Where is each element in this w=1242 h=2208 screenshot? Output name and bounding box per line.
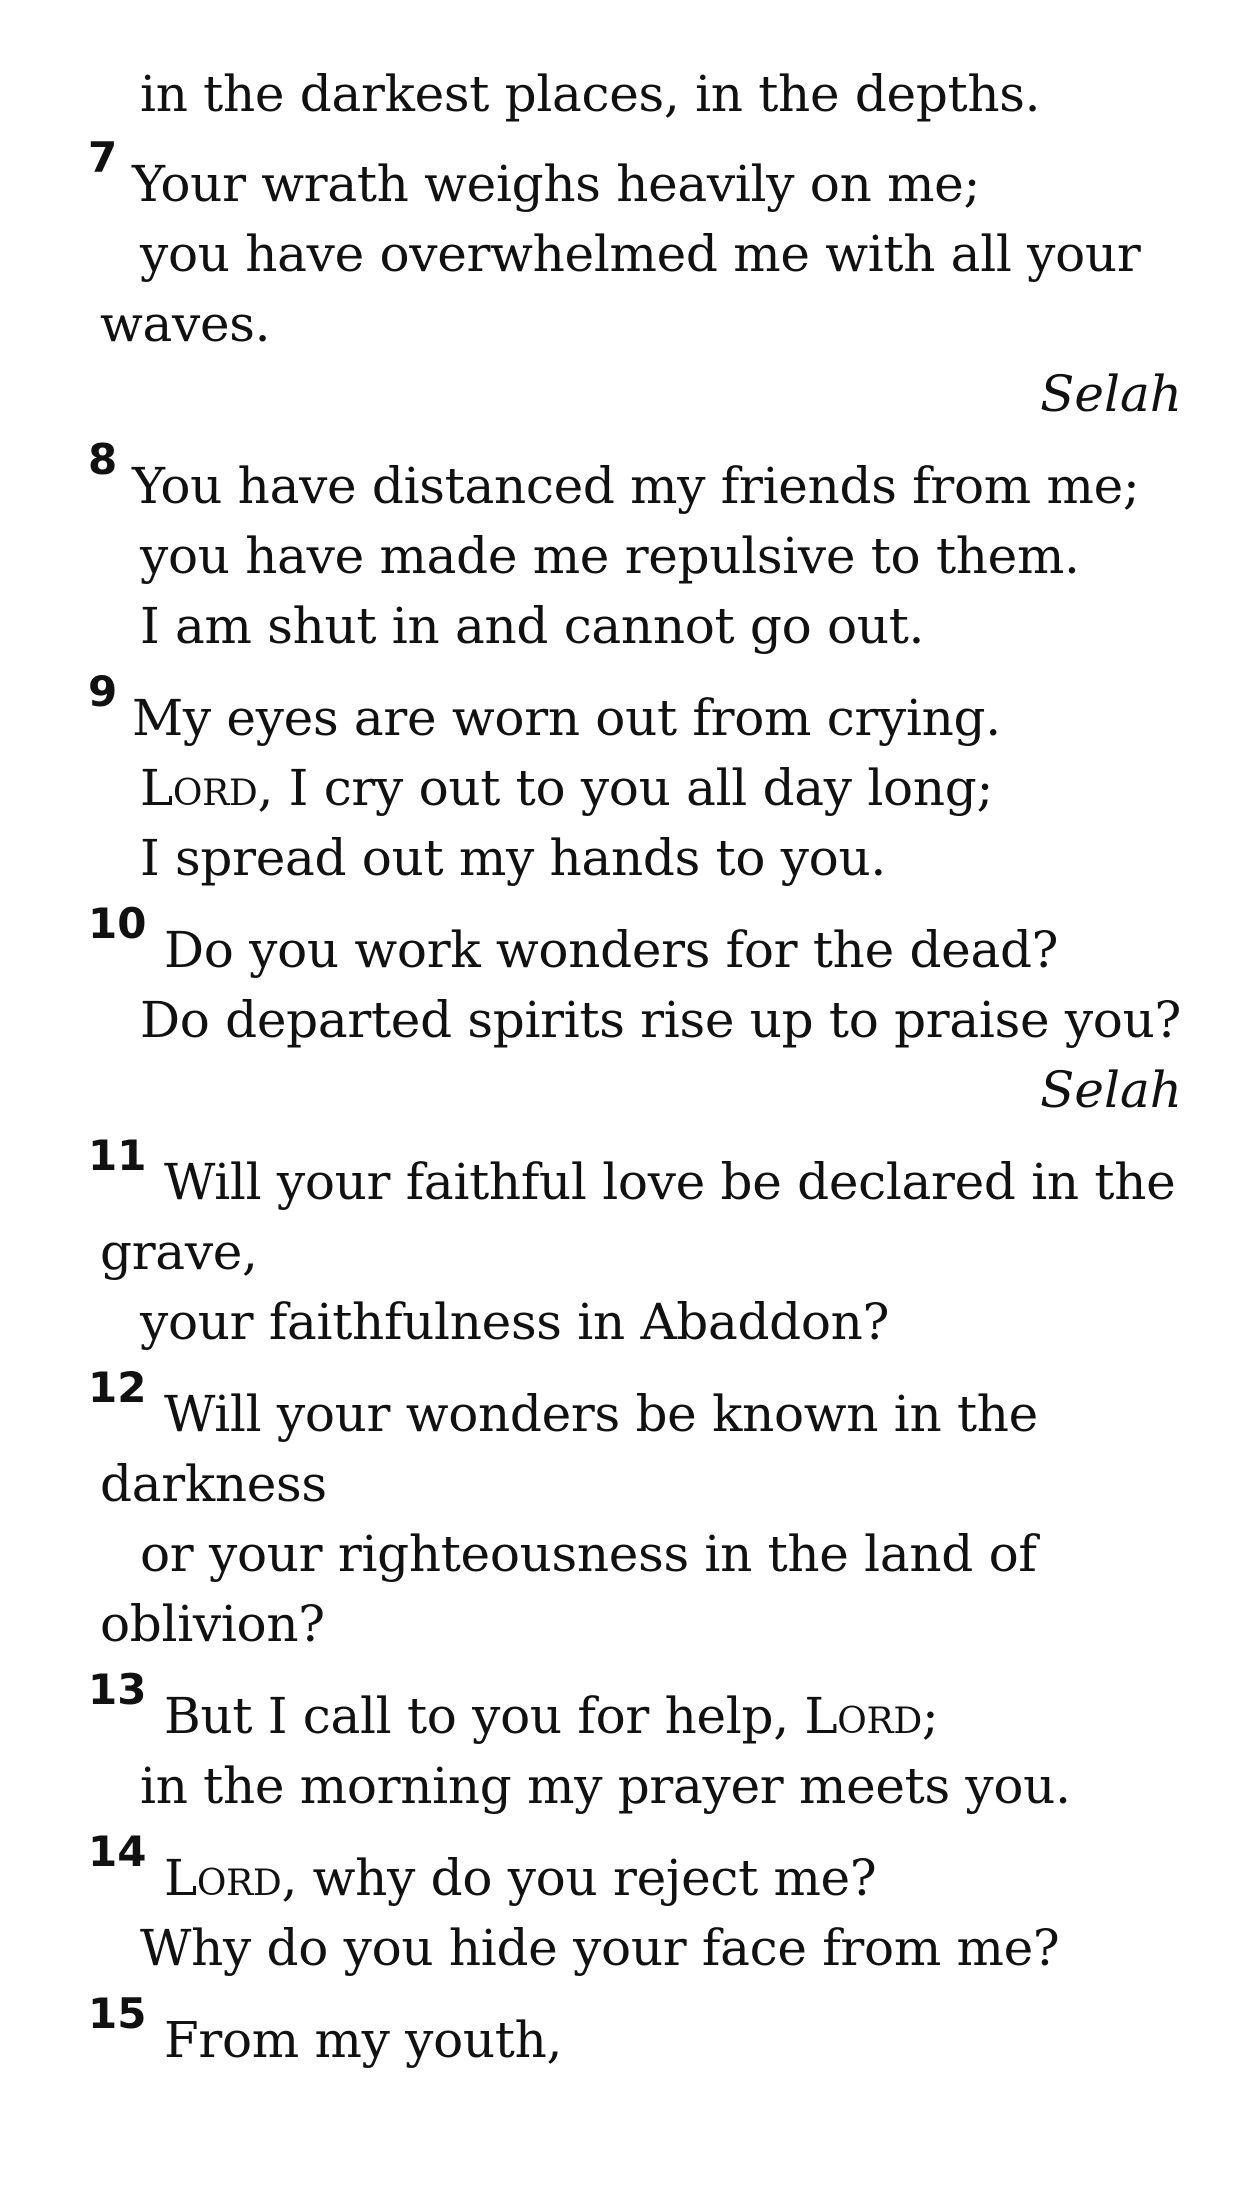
selah-10: Selah xyxy=(1040,1061,1182,1119)
verse-7-line-3: waves. xyxy=(100,295,271,353)
verse-10-line-2: Do departed spirits rise up to praise you? xyxy=(140,991,1182,1049)
verse-number-7: 7 xyxy=(88,133,118,182)
lord-smallcaps: ORD xyxy=(172,773,258,814)
verse-8-line-3: I am shut in and cannot go out. xyxy=(140,597,925,655)
verse-11-line-3: your faithfulness in Abaddon? xyxy=(140,1293,890,1351)
verse-7-line-2: you have overwhelmed me with all your xyxy=(140,225,1141,283)
verse-9-line-2-rest: , I cry out to you all day long; xyxy=(257,759,993,817)
selah-7: Selah xyxy=(1040,365,1182,423)
verse-8-line-2: you have made me repulsive to them. xyxy=(140,527,1080,585)
lord-initial: L xyxy=(140,759,173,817)
verse-12-line-1: Will your wonders be known in the xyxy=(164,1385,1038,1443)
line-depths: in the darkest places, in the depths. xyxy=(140,65,1041,123)
verse-number-13: 13 xyxy=(88,1665,147,1714)
verse-9-line-2 xyxy=(140,756,993,826)
verse-10-line-1: Do you work wonders for the dead? xyxy=(164,921,1059,979)
lord-smallcaps: ORD xyxy=(196,1863,282,1904)
lord-initial: L xyxy=(164,1849,197,1907)
verse-14-line-1-rest: , why do you reject me? xyxy=(281,1849,877,1907)
verse-9-line-3: I spread out my hands to you. xyxy=(140,829,886,887)
verse-12-line-3: or your righteousness in the land of xyxy=(140,1525,1037,1583)
verse-number-9: 9 xyxy=(88,667,118,716)
verse-12-line-2: darkness xyxy=(100,1455,327,1513)
verse-number-12: 12 xyxy=(88,1363,147,1412)
verse-13-line-1-pre: But I call to you for help, xyxy=(164,1687,805,1745)
verse-number-15: 15 xyxy=(88,1989,147,2038)
lord-smallcaps: ORD xyxy=(837,1701,922,1742)
verse-14-line-2: Why do you hide your face from me? xyxy=(140,1919,1060,1977)
verse-number-8: 8 xyxy=(88,435,118,484)
lord-initial: L xyxy=(804,1687,838,1745)
verse-8-line-1: You have distanced my friends from me; xyxy=(132,457,1140,515)
verse-13-line-1-post: ; xyxy=(921,1687,939,1745)
verse-14-line-1 xyxy=(164,1846,876,1916)
verse-11-line-1: Will your faithful love be declared in the xyxy=(164,1153,1176,1211)
verse-number-14: 14 xyxy=(88,1827,147,1876)
verse-11-line-2: grave, xyxy=(100,1223,258,1281)
verse-15-line-1: From my youth, xyxy=(164,2011,563,2069)
verse-13-line-1 xyxy=(164,1684,938,1754)
verse-number-10: 10 xyxy=(88,899,147,948)
verse-12-line-4: oblivion? xyxy=(100,1595,325,1653)
verse-number-11: 11 xyxy=(88,1131,147,1180)
verse-7-line-1: Your wrath weighs heavily on me; xyxy=(132,155,981,213)
verse-9-line-1: My eyes are worn out from crying. xyxy=(132,689,1001,747)
verse-13-line-2: in the morning my prayer meets you. xyxy=(140,1757,1071,1815)
